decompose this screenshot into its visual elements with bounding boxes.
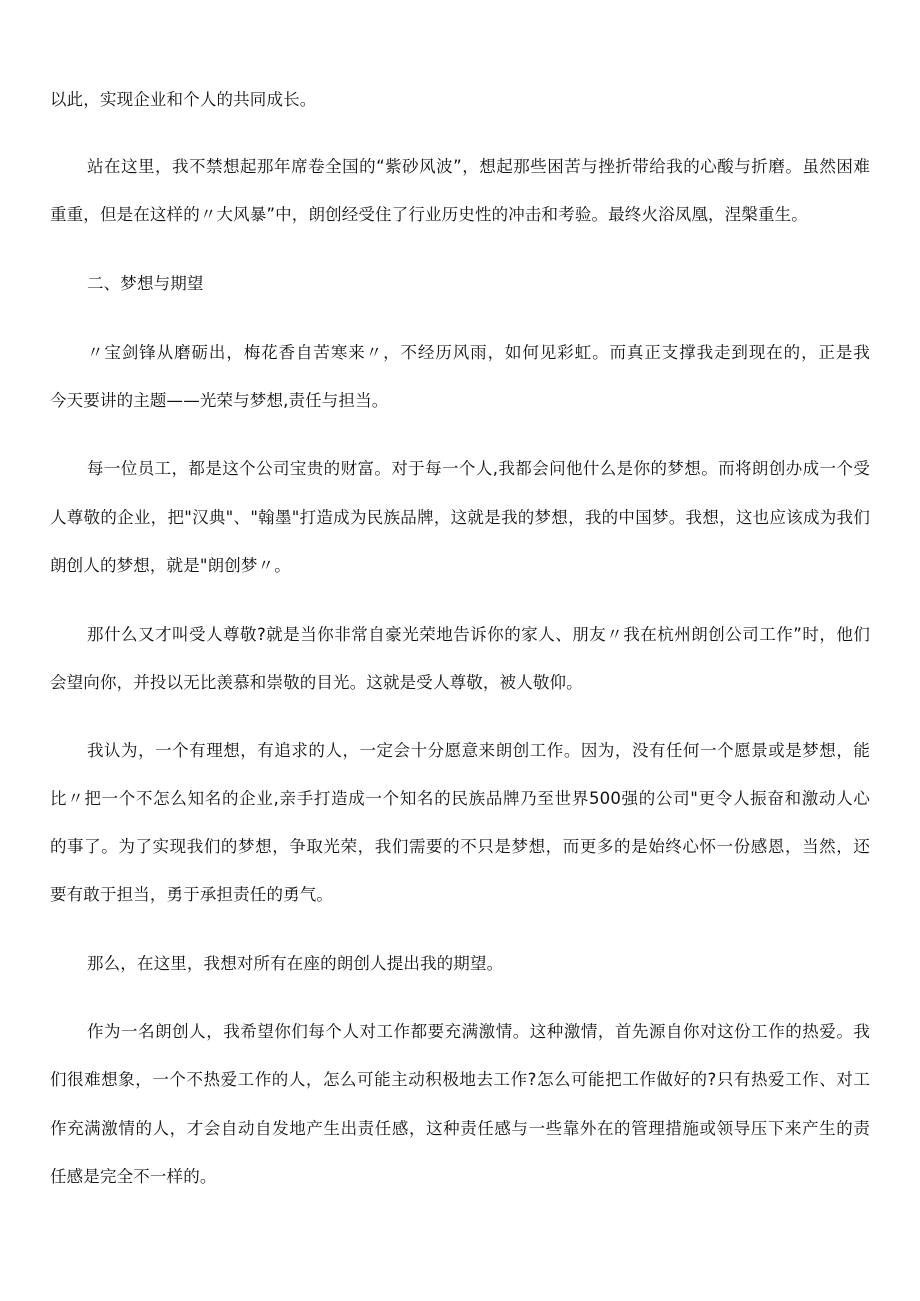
text-line: 人尊敬的企业，把"汉典"、"翰墨"打造成为民族品牌，这就是我的梦想，我的中国梦。我想，这也应该成为我们 [50, 508, 870, 527]
text-line: 重重，但是在这样的〃大风暴”中，朗创经受住了行业历史性的冲击和考验。最终火浴凤凰，涅槃重生。 [50, 205, 808, 224]
text-line: 的事了。为了实现我们的梦想，争取光荣，我们需要的不只是梦想，而更多的是始终心怀一份感恩，当然，还 [50, 837, 870, 856]
text-line: 们很难想象，一个不热爱工作的人，怎么可能主动积极地去工作?怎么可能把工作做好的?只有热爱工作、对工 [50, 1070, 870, 1089]
text-line: 朗创人的梦想，就是"朗创梦〃。 [50, 556, 291, 575]
text-line: 〃宝剑锋从磨砺出，梅花香自苦寒来〃，不经历风雨，如何见彩虹。而真正支撑我走到现在的，正是我 [87, 343, 870, 362]
section-heading: 二、梦想与期望 [87, 274, 204, 293]
text-line: 比〃把一个不怎么知名的企业,亲手打造成一个知名的民族品牌乃至世界500强的公司"更令人振奋和激动人心 [50, 789, 870, 808]
text-line: 以此，实现企业和个人的共同成长。 [50, 90, 317, 109]
text-line: 站在这里，我不禁想起那年席卷全国的“紫砂风波”，想起那些困苦与挫折带给我的心酸与折磨。虽然困难 [87, 157, 870, 176]
text-line: 我认为，一个有理想，有追求的人，一定会十分愿意来朗创工作。因为，没有任何一个愿景或是梦想，能 [87, 741, 870, 760]
text-line: 要有敢于担当，勇于承担责任的勇气。 [50, 885, 334, 904]
text-line: 那什么又才叫受人尊敬?就是当你非常自豪光荣地告诉你的家人、朋友〃我在杭州朗创公司工作”时，他们 [87, 625, 870, 644]
text-line: 作为一名朗创人，我希望你们每个人对工作都要充满激情。这种激情，首先源自你对这份工作的热爱。我 [87, 1022, 870, 1041]
text-line: 今天要讲的主题——光荣与梦想,责任与担当。 [50, 391, 389, 410]
text-line: 作充满激情的人，才会自动自发地产生出责任感，这种责任感与一些靠外在的管理措施或领导压下来产生的责 [50, 1119, 870, 1138]
text-line: 会望向你，并投以无比羡慕和崇敬的目光。这就是受人尊敬，被人敬仰。 [50, 673, 583, 692]
text-line: 那么，在这里，我想对所有在座的朗创人提出我的期望。 [87, 954, 504, 973]
text-line: 任感是完全不一样的。 [50, 1167, 217, 1186]
text-line: 每一位员工，都是这个公司宝贵的财富。对于每一个人,我都会问他什么是你的梦想。而将朗创办成一个受 [87, 459, 870, 478]
